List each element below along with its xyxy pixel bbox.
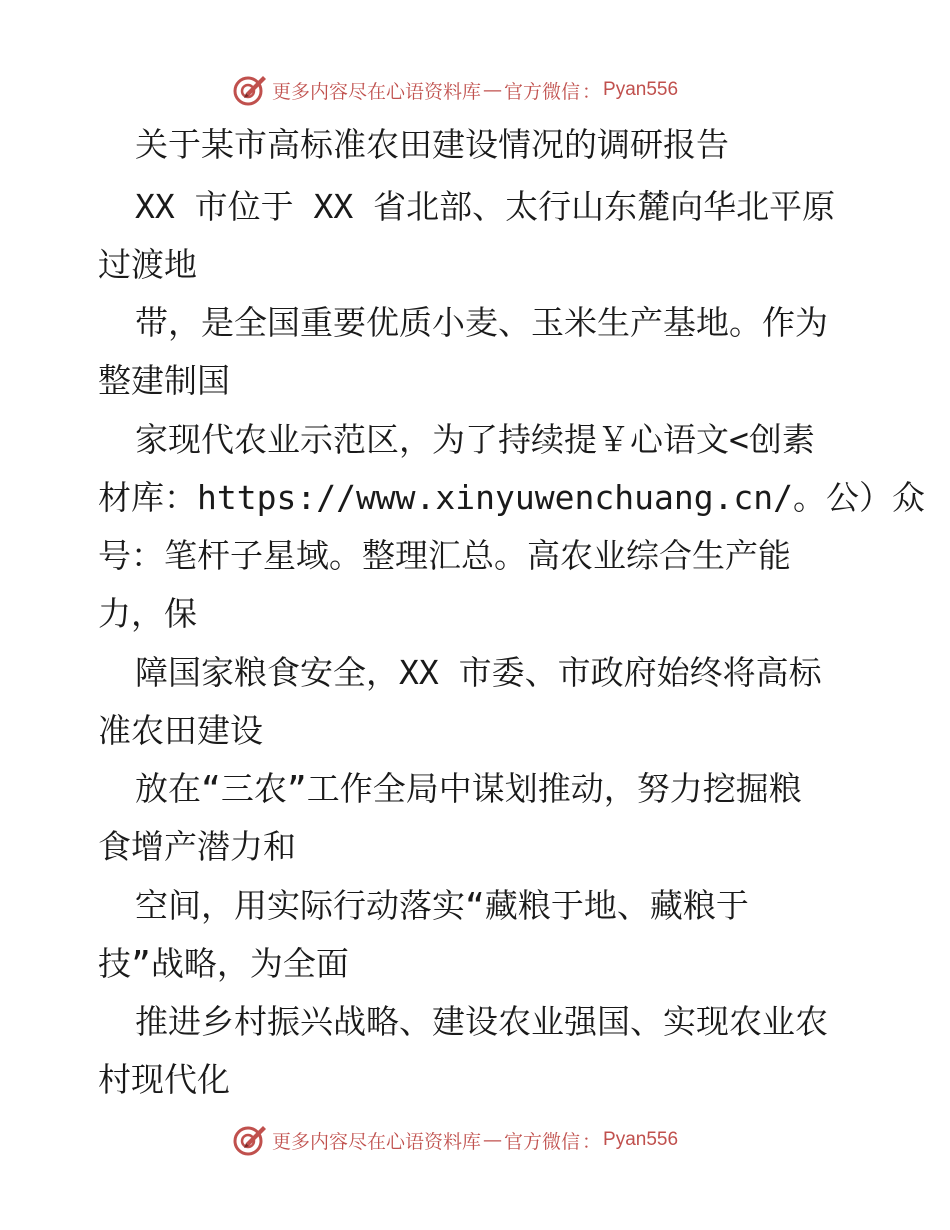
body-line: 推进乡村振兴战略、建设农业强国、实现农业农 [135,1002,828,1041]
body-line: 带，是全国重要优质小麦、玉米生产基地。作为 [135,303,828,342]
body-line: 过渡地 [98,245,197,284]
body-line: 号：笔杆子星域。整理汇总。高农业综合生产能 [98,536,791,575]
watermark-wechat-id: Pyan556 [603,1129,679,1150]
watermark-banner-bottom [232,1122,678,1158]
body-line: 障国家粮食安全，XX 市委、市政府始终将高标 [135,653,822,692]
body-line: 食增产潜力和 [98,827,296,866]
watermark-text: 更多内容尽在心语资料库 [272,1130,482,1153]
watermark-label: 官方微信 [504,80,581,103]
body-line: 放在“三农”工作全局中谋划推动，努力挖掘粮 [135,769,802,808]
watermark-text: 更多内容尽在心语资料库 [272,80,482,103]
document-title: 关于某市高标准农田建设情况的调研报告 [135,125,729,164]
watermark-separator: ： [582,1130,602,1153]
body-line: XX 市位于 XX 省北部、太行山东麓向华北平原 [135,187,836,226]
watermark-label: 官方微信 [504,1130,581,1153]
watermark-separator: ： [582,80,602,103]
watermark-banner-top [232,72,678,108]
body-line: 整建制国 [98,361,230,400]
body-line: 力，保 [98,594,197,633]
body-line: 村现代化 [98,1060,230,1099]
watermark-wechat-id: Pyan556 [603,79,679,100]
pen-circle-icon [232,1122,268,1158]
watermark-dash: — [483,1129,503,1151]
body-line: 材库：https://www.xinyuwenchuang.cn/。公）众 [98,478,926,517]
watermark-dash: — [483,79,503,101]
body-line: 技”战略，为全面 [98,944,349,983]
body-line: 准农田建设 [98,711,263,750]
pen-circle-icon [232,72,268,108]
body-line: 家现代农业示范区，为了持续提￥心语文<创素 [135,420,815,459]
body-line: 空间，用实际行动落实“藏粮于地、藏粮于 [135,886,749,925]
